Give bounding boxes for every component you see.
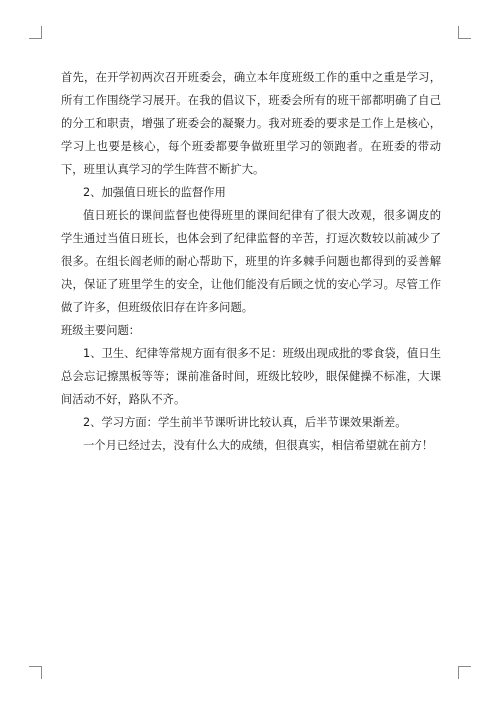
crop-mark-bottom-left [29,666,42,679]
paragraph-duty-monitor: 值日班长的课间监督也使得班里的课间纪律有了很大改观，很多调皮的学生通过当值日班长，也体会到了纪律监督的辛苦，打逗次数较以前减少了很多。在组长阎老师的耐心帮助下，班里的许多棘手问题也都得到的妥善解决，保证了班里学生的安全，让他们能没有后顾之忧的安心学习。尽管工作做了许多，但班级依旧存在许多问题。 [61,209,441,314]
paragraph-problem-study: 2、学习方面：学生前半节课听讲比较认真，后半节课效果渐差。 [83,416,407,429]
crop-mark-top-right [458,26,471,39]
heading-duty-monitor: 2、加强值日班长的监督作用 [83,186,226,199]
crop-mark-bottom-right [458,666,471,679]
paragraph-conclusion: 一个月已经过去，没有什么大的成绩，但很真实，相信希望就在前方！ [83,439,434,452]
document-body [61,66,441,457]
crop-mark-top-left [29,26,42,39]
heading-main-problems: 班级主要问题： [61,324,141,337]
paragraph-class-committee: 首先，在开学初两次召开班委会，确立本年度班级工作的重中之重是学习，所有工作围绕学习展开。在我的倡议下，班委会所有的班干部都明确了自己的分工和职责，增强了班委会的凝聚力。我对班委的要求是工作上是核心，学习上也要是核心，每个班委都要争做班里学习的领跑者。在班委的带动下，班里认真学习的学生阵营不断扩大。 [61,71,441,176]
paragraph-problem-discipline: 1、卫生、纪律等常规方面有很多不足：班级出现成批的零食袋，值日生总会忘记擦黑板等等；课前准备时间，班级比较吵，眼保健操不标准，大课间活动不好，路队不齐。 [61,347,441,406]
